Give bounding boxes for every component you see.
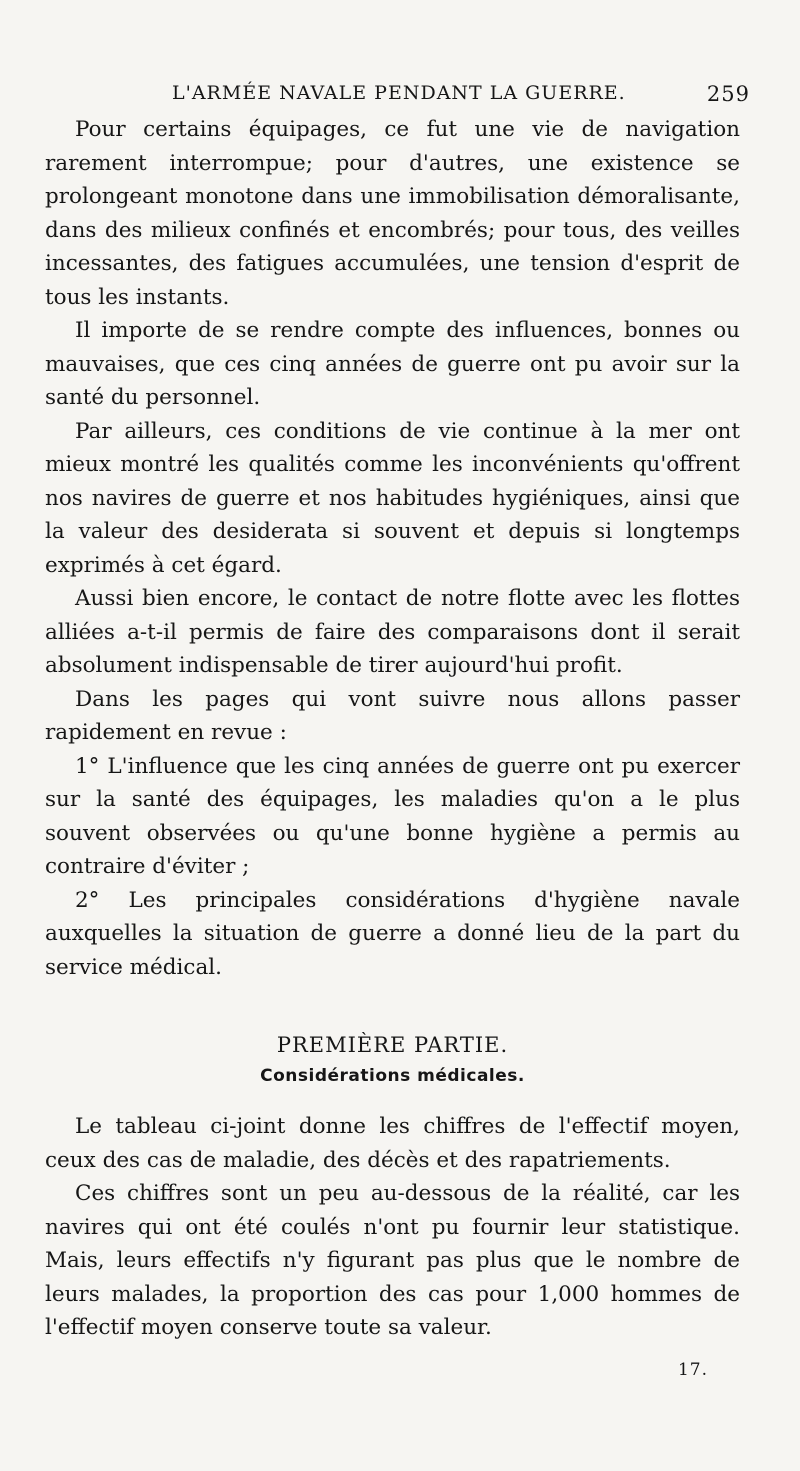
running-title: L'ARMÉE NAVALE PENDANT LA GUERRE. bbox=[172, 82, 626, 104]
paragraph: Dans les pages qui vont suivre nous allons passer rapidement en revue : bbox=[45, 686, 740, 745]
paragraph: Aussi bien encore, le contact de notre flotte avec les flottes alliées a-t-il permis de faire des comparaisons dont il serait absolument indispensable de tirer aujourd'hui profit. bbox=[45, 586, 740, 678]
list-item: 2° Les principales considérations d'hygiène navale auxquelles la situation de guerre a donné lieu de la part du service médical. bbox=[45, 887, 740, 980]
body-text bbox=[45, 113, 740, 1345]
paragraph: Le tableau ci-joint donne les chiffres de l'effectif moyen, ceux des cas de maladie, des décès et des rapatriements. bbox=[45, 1114, 740, 1173]
paragraph: Par ailleurs, ces conditions de vie continue à la mer ont mieux montré les qualités comme les inconvénients qu'offrent nos navires de guerre et nos habitudes hygiéniques, ainsi que la valeur des desiderata si souvent et depuis si longtemps exprimés à cet égard. bbox=[45, 418, 740, 578]
list-item: 1° L'influence que les cinq années de guerre ont pu exercer sur la santé des équipages, les maladies qu'on a le plus souvent observées ou qu'une bonne hygiène a permis au contraire d'éviter ; bbox=[45, 753, 740, 879]
paragraph: Ces chiffres sont un peu au-dessous de la réalité, car les navires qui ont été coulés n'ont pu fournir leur statistique. Mais, leurs effectifs n'y figurant pas plus que le nombre de leurs malades, la proportion des cas pour 1,000 hommes de l'effectif moyen conserve toute sa valeur. bbox=[45, 1181, 740, 1340]
paragraph: Il importe de se rendre compte des influences, bonnes ou mauvaises, que ces cinq années de guerre ont pu avoir sur la santé du personnel. bbox=[45, 318, 740, 410]
running-header bbox=[72, 78, 750, 108]
signature-mark: 17. bbox=[677, 1360, 708, 1380]
section-title: PREMIÈRE PARTIE. bbox=[276, 1033, 509, 1057]
page-number: 259 bbox=[706, 82, 750, 106]
section-subtitle: Considérations médicales. bbox=[260, 1066, 525, 1086]
paragraph: Pour certains équipages, ce fut une vie de navigation rarement interrompue; pour d'autres, une existence se prolongeant monotone dans une immobilisation démoralisante, dans des milieux confinés et encombrés; pour tous, des veilles incessantes, des fatigues accumulées, une tension d'esprit de tous les instants. bbox=[45, 117, 740, 310]
